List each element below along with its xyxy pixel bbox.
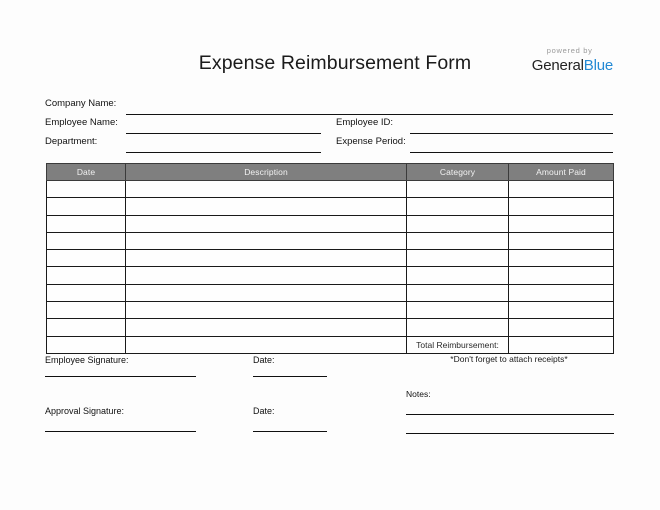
expense-table-head [47,164,614,181]
cell-description[interactable] [126,215,407,232]
cell-amount-paid[interactable] [509,181,614,198]
notes-input-line-2[interactable] [406,433,614,434]
cell-amount-paid[interactable] [509,250,614,267]
cell-description[interactable] [126,198,407,215]
cell-category[interactable] [407,267,509,284]
table-row [47,284,614,301]
cell-description[interactable] [126,232,407,249]
table-row [47,215,614,232]
expense-table-wrapper [46,163,613,354]
cell-amount-paid[interactable] [509,232,614,249]
approval-signature-label: Approval Signature: [45,406,125,416]
cell-amount-paid[interactable] [509,215,614,232]
table-row [47,302,614,319]
notes-label: Notes: [406,389,431,399]
company-name-input[interactable] [126,114,613,115]
column-header-description: Description [126,164,407,181]
table-row [47,319,614,336]
cell-description[interactable] [126,267,407,284]
cell-category[interactable] [407,319,509,336]
total-reimbursement-label: Total Reimbursement: [407,336,509,353]
logo-powered-by-text: powered by [546,46,593,55]
cell-date[interactable] [47,250,126,267]
cell-amount-paid[interactable] [509,319,614,336]
logo-brand-general: General [531,56,584,74]
expense-table-body [47,181,614,337]
cell-amount-paid[interactable] [509,267,614,284]
cell-date[interactable] [47,232,126,249]
expense-period-input[interactable] [410,152,613,153]
cell-category[interactable] [407,198,509,215]
approval-date-input[interactable] [253,431,327,432]
employee-signature-label: Employee Signature: [45,355,129,365]
employee-name-row [45,117,613,136]
table-row [47,198,614,215]
cell-category[interactable] [407,284,509,301]
cell-description[interactable] [126,319,407,336]
cell-date[interactable] [47,181,126,198]
receipt-reminder-note: *Don't forget to attach receipts* [450,354,568,364]
cell-amount-paid[interactable] [509,302,614,319]
column-header-amount-paid: Amount Paid [509,164,614,181]
table-row [47,232,614,249]
table-header-row [47,164,614,181]
company-name-row [45,98,613,117]
approval-date-label: Date: [253,406,275,416]
page-title: Expense Reimbursement Form [198,52,472,74]
total-spacer-description [126,336,407,353]
total-reimbursement-value[interactable] [509,336,614,353]
total-reimbursement-row [47,336,614,353]
department-input[interactable] [126,152,321,153]
cell-category[interactable] [407,181,509,198]
logo-brand-blue: Blue [583,56,613,74]
expense-table-foot [47,336,614,353]
cell-amount-paid[interactable] [509,198,614,215]
cell-amount-paid[interactable] [509,284,614,301]
department-label: Department: [45,136,98,147]
cell-date[interactable] [47,198,126,215]
employee-id-label: Employee ID: [336,117,394,128]
cell-category[interactable] [407,302,509,319]
generalblue-logo [532,47,613,73]
employee-name-label: Employee Name: [45,117,118,128]
cell-category[interactable] [407,215,509,232]
table-row [47,250,614,267]
employee-signature-input[interactable] [45,376,196,377]
cell-description[interactable] [126,284,407,301]
employee-id-input[interactable] [410,133,613,134]
table-row [47,267,614,284]
company-name-label: Company Name: [45,98,117,109]
column-header-category: Category [407,164,509,181]
cell-date[interactable] [47,267,126,284]
cell-date[interactable] [47,284,126,301]
total-spacer-date [47,336,126,353]
cell-category[interactable] [407,232,509,249]
employee-name-input[interactable] [126,133,321,134]
employee-date-label: Date: [253,355,275,365]
notes-input-line-1[interactable] [406,414,614,415]
cell-date[interactable] [47,215,126,232]
cell-description[interactable] [126,250,407,267]
form-fields-section [45,98,613,155]
employee-date-input[interactable] [253,376,327,377]
cell-description[interactable] [126,302,407,319]
logo-brand-name [532,58,613,73]
expense-period-label: Expense Period: [336,136,406,147]
column-header-date: Date [47,164,126,181]
cell-category[interactable] [407,250,509,267]
expense-table [46,163,614,354]
table-row [47,181,614,198]
approval-signature-input[interactable] [45,431,196,432]
cell-description[interactable] [126,181,407,198]
cell-date[interactable] [47,319,126,336]
department-row [45,136,613,155]
cell-date[interactable] [47,302,126,319]
